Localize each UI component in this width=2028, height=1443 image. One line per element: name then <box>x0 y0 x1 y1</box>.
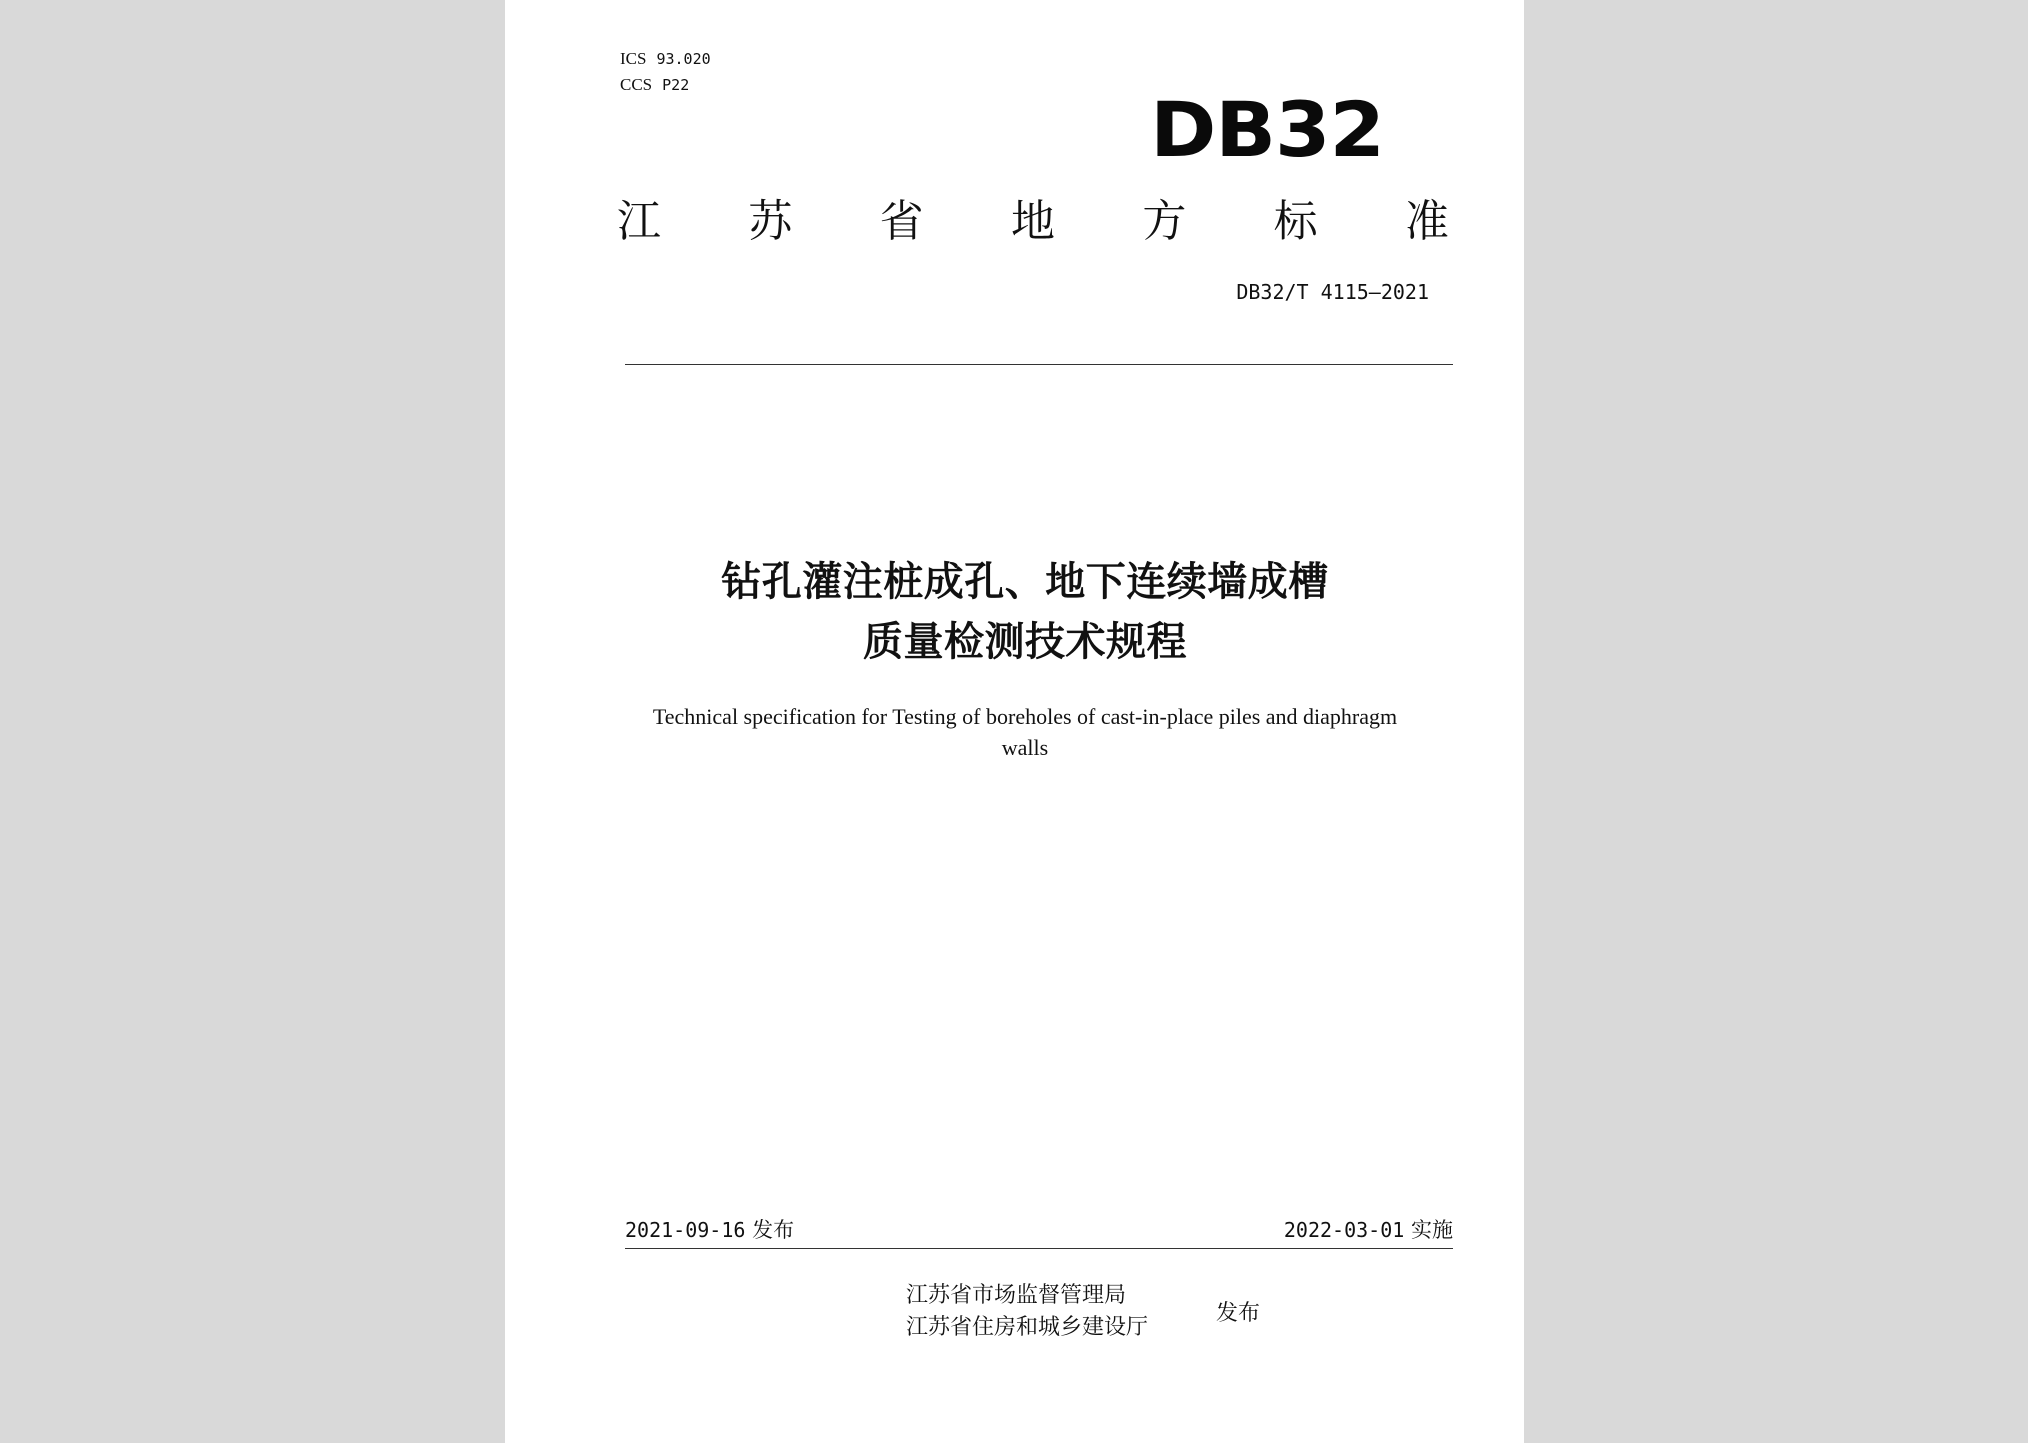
title-en-line1: Technical specification for Testing of boreholes of cast-in-place piles and diaphragm <box>652 704 1398 729</box>
effective-date-value: 2022-03-01 <box>1283 1218 1405 1242</box>
standard-type-title-row <box>617 194 1449 250</box>
db-mark-logo: DB32 <box>1150 85 1384 174</box>
issue-date <box>625 1216 794 1244</box>
standard-type-char: 方 <box>1142 196 1187 247</box>
title-cn-line2: 质量检测技术规程 <box>863 619 1187 665</box>
standard-number: DB32/T 4115—2021 <box>1236 280 1429 304</box>
footer-divider <box>625 1248 1453 1249</box>
ics-code <box>620 48 711 70</box>
standard-type-char: 苏 <box>748 196 793 247</box>
publisher-label: 发布 <box>1216 1301 1261 1326</box>
title-cn-line1: 钻孔灌注桩成孔、地下连续墙成槽 <box>721 559 1329 605</box>
standard-type-char: 地 <box>1010 196 1055 247</box>
publisher-org-2: 江苏省住房和城乡建设厅 <box>906 1315 1149 1340</box>
standard-type-char: 省 <box>879 196 924 247</box>
standard-type-char: 标 <box>1273 196 1318 247</box>
ics-value: 93.020 <box>656 50 711 68</box>
header-divider <box>625 364 1453 365</box>
ics-label: ICS <box>620 49 647 68</box>
standard-type-char: 准 <box>1404 196 1449 247</box>
ccs-label: CCS <box>620 75 653 94</box>
effective-date <box>1284 1216 1453 1244</box>
issue-date-value: 2021-09-16 <box>625 1218 746 1242</box>
standard-type-char: 江 <box>617 196 661 247</box>
document-page <box>505 0 1524 1443</box>
publisher-org-1: 江苏省市场监督管理局 <box>906 1283 1127 1308</box>
ccs-value: P22 <box>662 76 690 94</box>
ccs-code <box>620 74 689 96</box>
effective-date-label: 实施 <box>1411 1218 1453 1242</box>
issue-date-label: 发布 <box>752 1218 795 1242</box>
title-en-line2: walls <box>1001 735 1049 760</box>
